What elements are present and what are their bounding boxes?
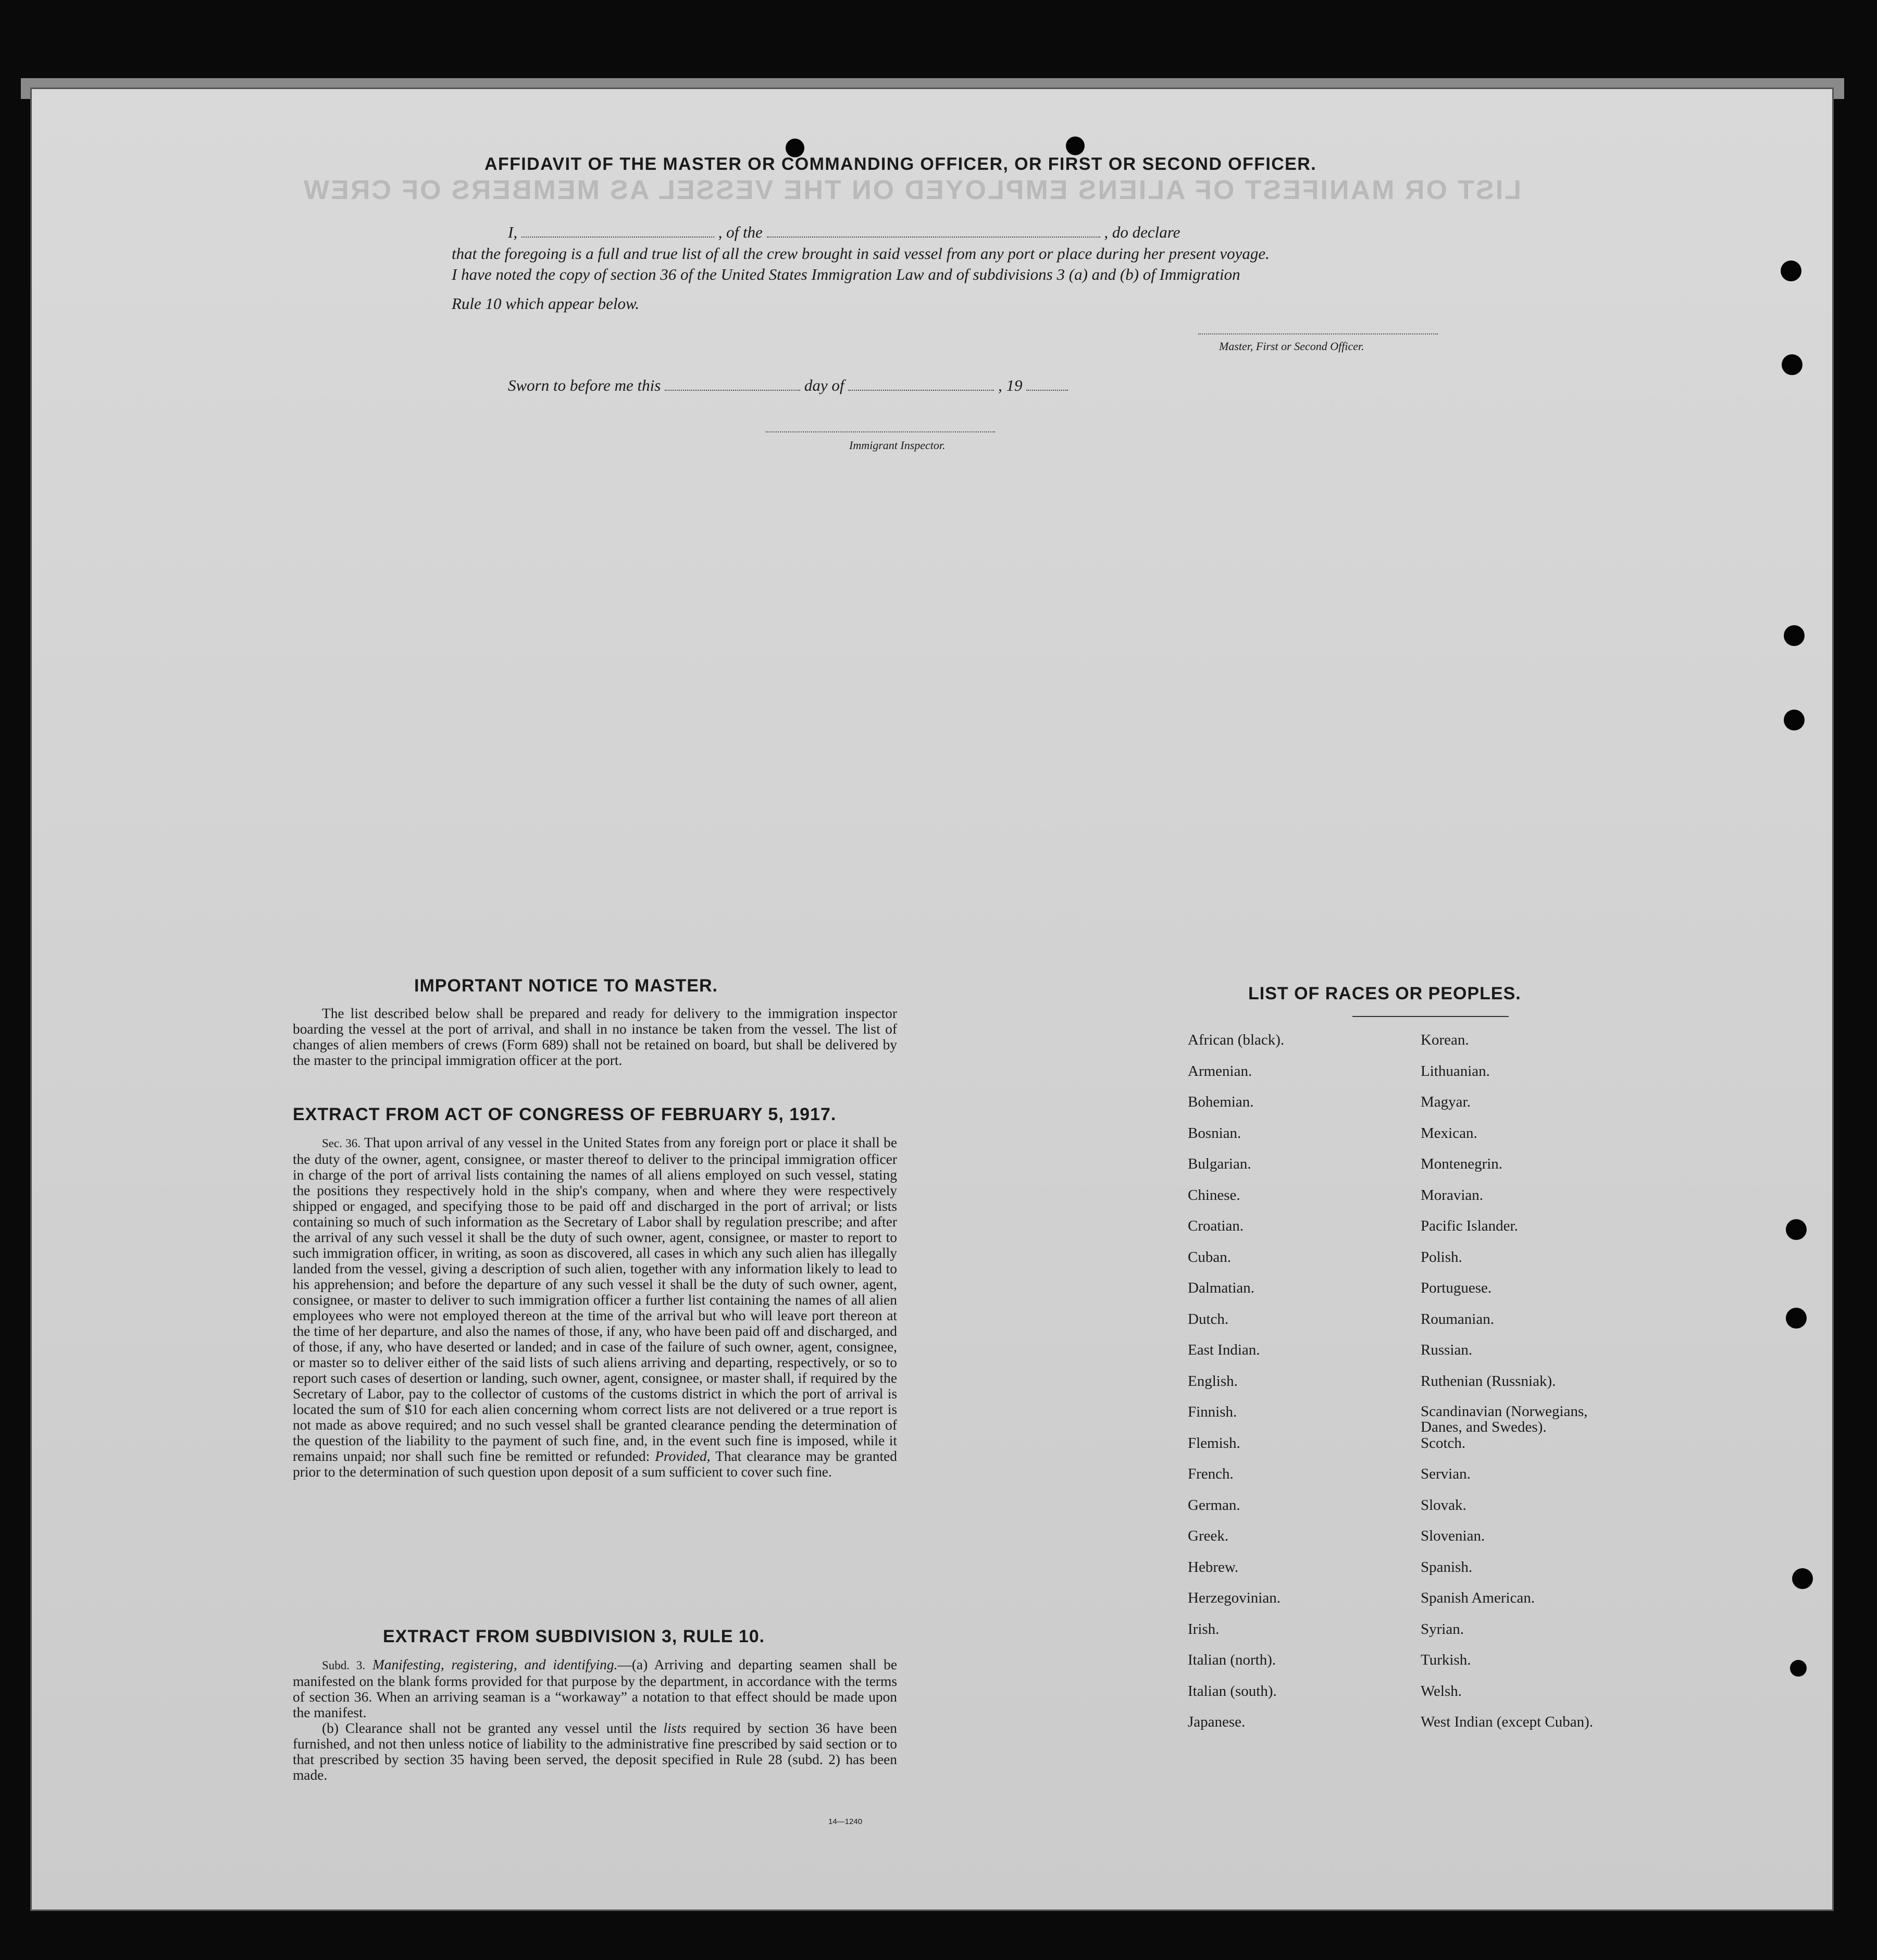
rule-para-b-rest: required by section 36 have been furnished, and not then unless notice of liability to the administrative fine prescribed by said section or to that prescribed by section 35 having been served, the deposit specified in Rule 28 (subd. 2) has been made. xyxy=(293,1720,897,1783)
race-item: Turkish. xyxy=(1421,1652,1471,1668)
subd-label: Subd. 3. xyxy=(322,1659,366,1672)
race-item: Syrian. xyxy=(1421,1620,1464,1638)
race-item: Slovenian. xyxy=(1421,1528,1485,1544)
race-item: Dalmatian. xyxy=(1188,1280,1255,1296)
race-item: Russian. xyxy=(1421,1342,1473,1358)
sworn-month-blank[interactable] xyxy=(848,389,994,391)
race-item: Irish. xyxy=(1188,1620,1220,1638)
race-item: Welsh. xyxy=(1421,1682,1462,1700)
declaration-line-2: that the foregoing is a full and true list of all the crew brought in said vessel from any port or place during her present voyage. xyxy=(452,244,1270,263)
sworn-year-blank[interactable] xyxy=(1026,389,1068,391)
sworn-day-blank[interactable] xyxy=(665,389,800,391)
punch-hole xyxy=(1066,137,1085,155)
master-signature-line[interactable] xyxy=(1198,333,1438,334)
form-number: 14—1240 xyxy=(828,1817,863,1826)
races-title: LIST OF RACES OR PEOPLES. xyxy=(1248,984,1521,1003)
act-extract-text xyxy=(293,1135,897,1480)
master-signature-label: Master, First or Second Officer. xyxy=(1219,340,1364,353)
sworn-prefix: Sworn to before me this xyxy=(508,376,661,394)
race-item: Spanish American. xyxy=(1421,1590,1535,1606)
races-title-rule xyxy=(1352,1016,1509,1017)
race-item: Moravian. xyxy=(1421,1186,1483,1204)
declaration-line-4: Rule 10 which appear below. xyxy=(452,294,640,313)
race-item: English. xyxy=(1188,1372,1238,1390)
subd-heading: Manifesting, registering, and identifying. xyxy=(372,1657,618,1672)
punch-hole xyxy=(1790,1660,1807,1677)
rule-para-a-text: —(a) Arriving and departing seamen shall be manifested on the blank forms provided for that purpose by the department, in accordance with the terms of section 36. When an arriving seaman is a “workaway” a notation to that effect should be made upon the manifest. xyxy=(293,1657,897,1720)
declaration-line-1 xyxy=(508,223,1180,242)
race-item: Korean. xyxy=(1421,1032,1469,1048)
punch-hole xyxy=(1792,1568,1813,1589)
vessel-blank[interactable] xyxy=(767,236,1100,238)
decl-i: I, xyxy=(508,223,518,241)
act-text-end: That clearance may be granted prior to the determination of such question upon deposit of a sum sufficient to cover such fine. xyxy=(293,1448,897,1480)
race-item: Scandinavian (Norwegians, Danes, and Swedes). xyxy=(1421,1403,1588,1435)
race-item: Armenian. xyxy=(1188,1062,1252,1080)
section-36-label: Sec. 36. xyxy=(322,1137,361,1150)
notice-paragraph: The list described below shall be prepared and ready for delivery to the immigration inspector boarding the vessel at the port of arrival, and shall in no instance be taken from the vessel. The list of changes of alien members of crews (Form 689) shall not be retained on board, but shall be delivered by the master to the principal immigration officer at the port. xyxy=(293,1006,897,1068)
race-item: African (black). xyxy=(1188,1032,1285,1048)
race-item: Greek. xyxy=(1188,1528,1229,1544)
sworn-year: , 19 xyxy=(998,376,1023,394)
decl-do-declare: , do declare xyxy=(1104,223,1180,241)
race-item: Roumanian. xyxy=(1421,1310,1494,1328)
punch-hole xyxy=(1786,1308,1807,1329)
act-paragraph xyxy=(293,1135,897,1480)
rule-para-b-lists: lists xyxy=(663,1720,687,1736)
rule-extract-text xyxy=(293,1657,897,1783)
race-item: Montenegrin. xyxy=(1421,1156,1503,1172)
act-text: That upon arrival of any vessel in the United States from any foreign port or place it shall be the duty of the owner, agent, consignee, or master thereof to deliver to the principal immigration officer in charge of the port of arrival lists containing the names of all aliens employed on such vessel, stating the positions they respectively hold in the ship's company, when and where they were respectively shipped or engaged, and specifying those to be paid off and discharged in the port of arrival; or lists containing so much of such information as the Secretary of Labor shall by regulation prescribe; and after the arrival of any such vessel it shall be the duty of such owner, agent, consignee, or master to report to such immigration officer, in writing, as soon as discovered, all cases in which any such alien has illegally landed from the vessel, giving a description of such alien, together with any information likely to lead to his apprehension; and before the departure of any such vessel it shall be the duty of such owner, agent, consignee, or master to deliver to such immigration officer a further list containing the names of all alien employees who were not employed thereon at the time of the arrival but who will leave port thereon at the time of her departure, and also the names of those, if any, who have been paid off and discharged, and of those, if any, who have deserted or landed; and in case of the failure of such owner, agent, consignee, or master so to deliver either of the said lists of such aliens arriving and departing, respectively, or so to report such cases of desertion or landing, such owner, agent, consignee, or master shall, if required by the Secretary of Labor, pay to the collector of customs of the customs district in which the port of arrival is located the sum of $10 for each alien concerning whom correct lists are not delivered or a true report is not made as above required; and no such vessel shall be granted clearance pending the determination of the question of the liability to the payment of such fine, and, in the event such fine is imposed, while it remains unpaid; nor shall such fine be remitted or refunded: xyxy=(293,1135,897,1464)
race-item: Japanese. xyxy=(1188,1714,1246,1730)
race-item: Mexican. xyxy=(1421,1124,1477,1142)
race-item: Polish. xyxy=(1421,1248,1462,1266)
race-item: Bohemian. xyxy=(1188,1094,1254,1110)
race-item: Hebrew. xyxy=(1188,1558,1239,1576)
punch-hole xyxy=(1781,260,1801,281)
bleed-through-title: LIST OR MANIFEST OF ALIENS EMPLOYED ON THE VESSEL AS MEMBERS OF CREW xyxy=(302,175,1521,205)
rule-para-a xyxy=(293,1657,897,1720)
race-item: West Indian (except Cuban). xyxy=(1421,1714,1594,1730)
race-item: Slovak. xyxy=(1421,1496,1466,1514)
race-item: Italian (south). xyxy=(1188,1682,1277,1700)
race-item: Ruthenian (Russniak). xyxy=(1421,1372,1556,1390)
sworn-day-of: day of xyxy=(804,376,844,394)
race-item: Pacific Islander. xyxy=(1421,1218,1518,1234)
races-column-1 xyxy=(1188,1032,1407,1745)
punch-hole xyxy=(1786,1219,1807,1240)
declaration-line-3: I have noted the copy of section 36 of the United States Immigration Law and of subdivisions 3 (a) and (b) of Immigration xyxy=(452,265,1240,283)
inspector-signature-label: Immigrant Inspector. xyxy=(849,439,946,452)
race-item: Flemish. xyxy=(1188,1434,1240,1452)
races-column-2 xyxy=(1421,1032,1660,1745)
rule-para-b xyxy=(293,1720,897,1783)
race-item: Lithuanian. xyxy=(1421,1062,1490,1080)
race-item: Magyar. xyxy=(1421,1094,1471,1110)
race-item: Scotch. xyxy=(1421,1434,1466,1452)
affidavit-title: AFFIDAVIT OF THE MASTER OR COMMANDING OFFICER, OR FIRST OR SECOND OFFICER. xyxy=(484,154,1317,174)
race-item: Bulgarian. xyxy=(1188,1156,1251,1172)
race-item: Bosnian. xyxy=(1188,1124,1241,1142)
race-item: Herzegovinian. xyxy=(1188,1590,1281,1606)
act-extract-title: EXTRACT FROM ACT OF CONGRESS OF FEBRUARY 5, 1917. xyxy=(293,1105,837,1124)
notice-title: IMPORTANT NOTICE TO MASTER. xyxy=(414,976,718,996)
race-item: Portuguese. xyxy=(1421,1280,1492,1296)
race-item: Italian (north). xyxy=(1188,1652,1276,1668)
inspector-signature-line[interactable] xyxy=(766,431,995,432)
rule-extract-title: EXTRACT FROM SUBDIVISION 3, RULE 10. xyxy=(383,1627,765,1646)
name-blank[interactable] xyxy=(521,236,714,238)
sworn-line xyxy=(508,376,1068,395)
notice-text xyxy=(293,1006,897,1068)
punch-hole xyxy=(1784,710,1805,730)
race-item: French. xyxy=(1188,1466,1234,1482)
race-item: Chinese. xyxy=(1188,1186,1240,1204)
race-item: East Indian. xyxy=(1188,1342,1260,1358)
decl-of-the: , of the xyxy=(718,223,763,241)
race-item: Servian. xyxy=(1421,1466,1471,1482)
race-item: Spanish. xyxy=(1421,1558,1473,1576)
punch-hole xyxy=(1784,625,1805,646)
race-item: Dutch. xyxy=(1188,1310,1229,1328)
race-item: Finnish. xyxy=(1188,1404,1237,1420)
race-item: Croatian. xyxy=(1188,1218,1244,1234)
race-item: German. xyxy=(1188,1496,1240,1514)
punch-hole xyxy=(1782,354,1803,375)
race-item: Cuban. xyxy=(1188,1248,1231,1266)
rule-para-b-prefix: (b) Clearance shall not be granted any vessel until the xyxy=(322,1720,657,1736)
provided-word: Provided, xyxy=(655,1448,711,1464)
